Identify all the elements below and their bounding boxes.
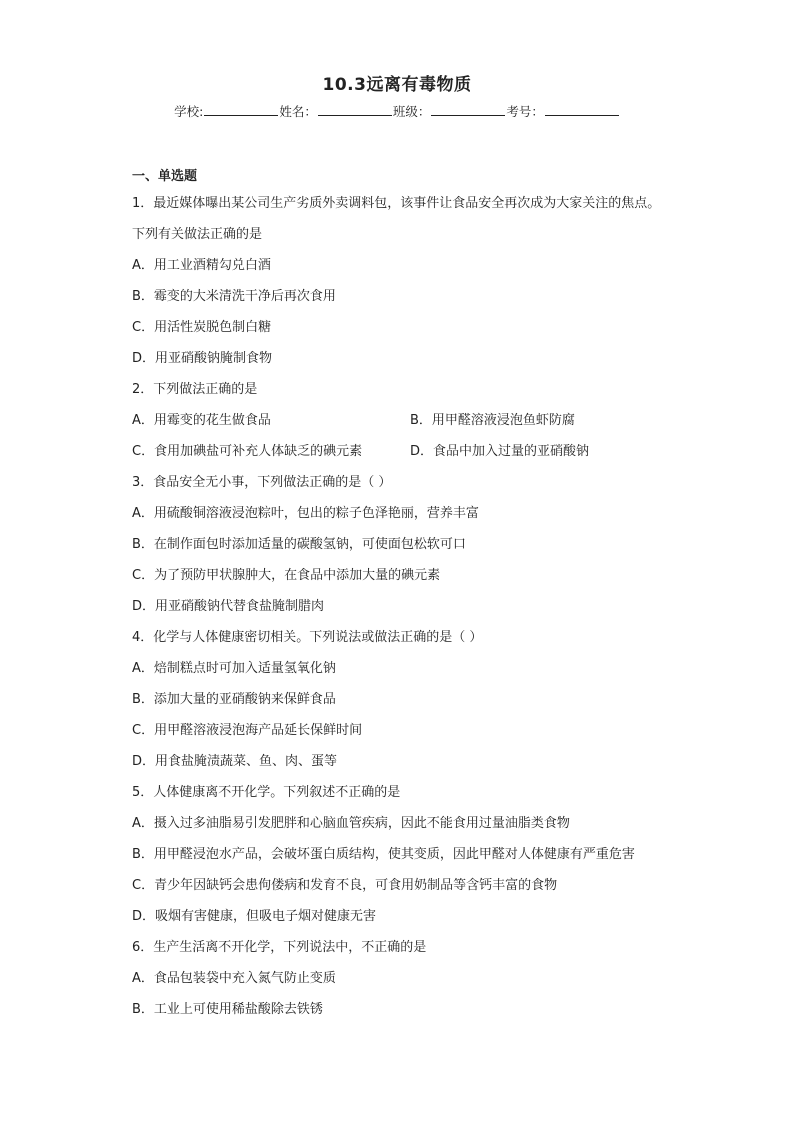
answer-option: C．用甲醛溶液浸泡海产品延长保鲜时间 xyxy=(132,723,363,738)
answer-option: B．工业上可使用稀盐酸除去铁锈 xyxy=(132,1002,323,1017)
answer-option: C．食用加碘盐可补充人体缺乏的碘元素 xyxy=(132,444,363,459)
option-row xyxy=(132,405,667,436)
answer-option: D．用食盐腌渍蔬菜、鱼、肉、蛋等 xyxy=(132,754,338,769)
exam-no-label: 考号： xyxy=(506,104,544,119)
answer-option: D．用亚硝酸钠代替食盐腌制腊肉 xyxy=(132,599,325,614)
answer-option: C．为了预防甲状腺肿大，在食品中添加大量的碘元素 xyxy=(132,568,441,583)
answer-option: B．用甲醛溶液浸泡鱼虾防腐 xyxy=(410,413,575,428)
name-label: 姓名： xyxy=(279,104,317,119)
answer-option: A．用硫酸铜溶液浸泡粽叶，包出的粽子色泽艳丽，营养丰富 xyxy=(132,506,479,521)
question-stem: 6．生产生活离不开化学，下列说法中，不正确的是 xyxy=(132,940,427,955)
question-stem: 4．化学与人体健康密切相关。下列说法或做法正确的是（ ） xyxy=(132,630,483,645)
answer-option: A．用霉变的花生做食品 xyxy=(132,413,271,428)
question-stem: 5．人体健康离不开化学。下列叙述不正确的是 xyxy=(132,785,401,800)
school-label: 学校: xyxy=(174,104,204,119)
class-blank[interactable] xyxy=(431,103,505,116)
student-info-line xyxy=(0,102,794,120)
question-stem: 3．食品安全无小事，下列做法正确的是（ ） xyxy=(132,475,392,490)
section-title: 一、单选题 xyxy=(132,169,198,184)
question-stem: 2．下列做法正确的是 xyxy=(132,382,258,397)
question-list xyxy=(132,188,667,1025)
name-blank[interactable] xyxy=(318,103,392,116)
exam-no-blank[interactable] xyxy=(545,103,619,116)
document-title: 10.3远离有毒物质 xyxy=(322,75,472,95)
class-label: 班级： xyxy=(392,104,431,119)
answer-option: C．用活性炭脱色制白糖 xyxy=(132,320,272,335)
question-stem: 1．最近媒体曝出某公司生产劣质外卖调料包，该事件让食品安全再次成为大家关注的焦点。下列有关做法正确的是 xyxy=(132,196,661,242)
answer-option: C．青少年因缺钙会患佝偻病和发育不良，可食用奶制品等含钙丰富的食物 xyxy=(132,878,558,893)
answer-option: D．吸烟有害健康，但吸电子烟对健康无害 xyxy=(132,909,377,924)
answer-option: B．用甲醛浸泡水产品，会破坏蛋白质结构，使其变质，因此甲醛对人体健康有严重危害 xyxy=(132,847,635,862)
answer-option: D．食品中加入过量的亚硝酸钠 xyxy=(410,444,590,459)
answer-option: B．霉变的大米清洗干净后再次食用 xyxy=(132,289,336,304)
option-row xyxy=(132,436,667,467)
answer-option: A．食品包装袋中充入氮气防止变质 xyxy=(132,971,336,986)
answer-option: B．在制作面包时添加适量的碳酸氢钠，可使面包松软可口 xyxy=(132,537,466,552)
school-blank[interactable] xyxy=(204,103,278,116)
answer-option: D．用亚硝酸钠腌制食物 xyxy=(132,351,273,366)
answer-option: A．摄入过多油脂易引发肥胖和心脑血管疾病，因此不能食用过量油脂类食物 xyxy=(132,816,570,831)
answer-option: A．用工业酒精勾兑白酒 xyxy=(132,258,271,273)
answer-option: B．添加大量的亚硝酸钠来保鲜食品 xyxy=(132,692,336,707)
answer-option: A．焙制糕点时可加入适量氢氧化钠 xyxy=(132,661,336,676)
